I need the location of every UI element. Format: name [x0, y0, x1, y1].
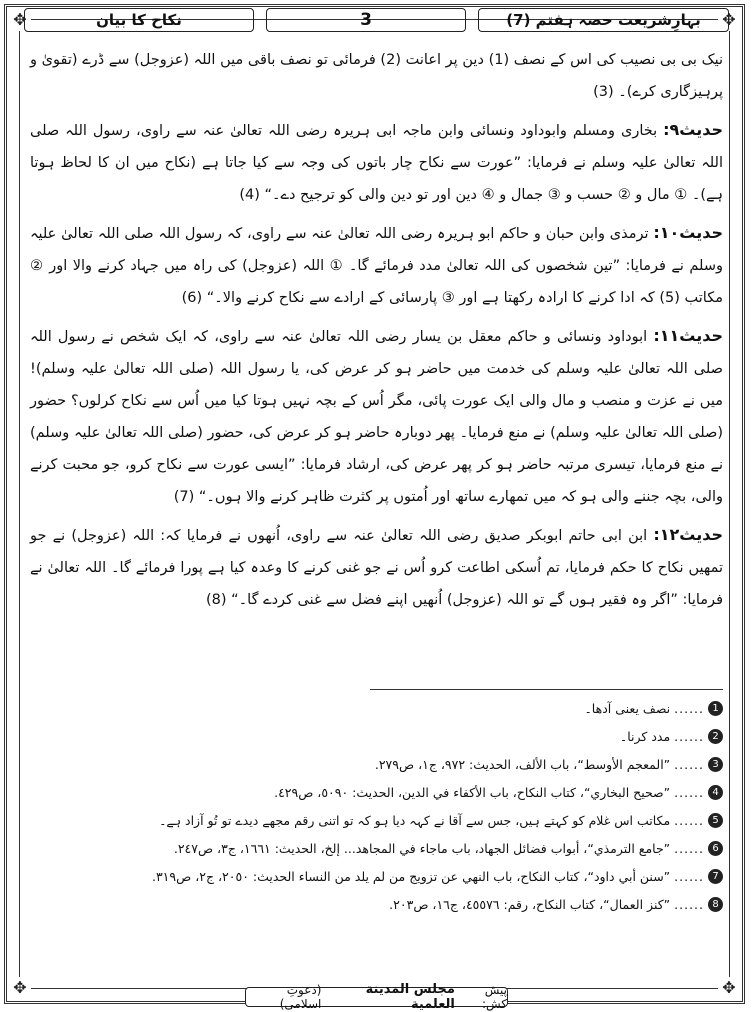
hadith-label: حدیث۱۰: — [653, 223, 724, 242]
footnote-item — [30, 862, 723, 890]
hadith-9 — [30, 114, 723, 211]
footnote-number-badge: 7 — [708, 869, 723, 884]
footnote-number-badge: 6 — [708, 841, 723, 856]
footer-prefix: پیش کش: — [481, 983, 507, 1011]
dot-leader: ...... — [674, 756, 704, 772]
footnote-separator — [370, 689, 723, 690]
hadith-text: ابوداود ونسائی و حاکم معقل بن یسار رضی اللہ تعالیٰ عنہ سے راوی، کہ ایک شخص نے رسول اللہ صلی اللہ تعالیٰ علیہ وسلم کی خدمت میں حاضر ہو کر عرض کی، یا رسول اللہ (صلی اللہ تعالیٰ علیہ وسلم)! میں نے عزت و منصب و مال والی ایک عورت پائی، مگر اُس کے بچہ نہیں ہوتا کیا میں اُس سے نکاح کرلوں؟ حضور (صلی اللہ تعالیٰ علیہ وسلم) نے منع فرمایا۔ پھر دوبارہ حاضر ہو کر عرض کی، حضور (صلی اللہ تعالیٰ علیہ وسلم) نے منع فرمایا، تیسری مرتبہ حاضر ہو کر پھر عرض کی، ارشاد فرمایا: ”ایسی عورت سے نکاح کرو، جو محبت کرنے والی، بچہ جننے والی ہو کہ میں تمھارے ساتھ اور اُمتوں پر کثرت ظاہر کرنے والا ہوں۔“ (7) — [30, 329, 723, 505]
book-title: بہارِشریعت حصہ ہفتم (7) — [478, 8, 729, 32]
footnote-number-badge: 4 — [708, 785, 723, 800]
hadith-text: ترمذی وابن حبان و حاکم ابو ہریرہ رضی اللہ تعالیٰ عنہ سے راوی، کہ رسول اللہ صلی اللہ تعالیٰ علیہ وسلم نے فرمایا: ”تین شخصوں کی اللہ تعالیٰ مدد فرمائے گا۔ ① اللہ (عزوجل) کی راہ میں جہاد کرنے والا اور ② مکاتب (5) کہ ادا کرنے کا ارادہ رکھتا ہے اور ③ پارسائی کے ارادے سے نکاح کرنے والا۔“ (6) — [30, 226, 723, 306]
footnote-text: ”صحيح البخاري“، كتاب النكاح، باب الأكفاء في الدين، الحديث: ٥٠٩٠، ص٤٢٩. — [274, 784, 671, 800]
footnote-number-badge: 3 — [708, 757, 723, 772]
footnote-item — [30, 778, 723, 806]
dot-leader: ...... — [674, 840, 704, 856]
hadith-label: حدیث۹: — [663, 120, 724, 139]
paragraph-intro — [30, 44, 723, 108]
footnote-text: ”سنن أبي داود“، كتاب النكاح، باب النهي عن تزويج من لم يلد من النساء الحديث: ٢٠٥٠، ج٢، ص٣١٩. — [151, 868, 671, 884]
corner-ornament-icon: ✥ — [718, 9, 740, 31]
footnote-number-badge: 1 — [708, 701, 723, 716]
publisher-footer — [245, 982, 508, 1012]
footnote-item — [30, 890, 723, 918]
dot-leader: ...... — [674, 728, 704, 744]
dot-leader: ...... — [674, 896, 704, 912]
main-text — [30, 44, 723, 622]
hadith-10 — [30, 217, 723, 314]
corner-ornament-icon: ✥ — [9, 977, 31, 999]
footnote-text: مدد کرنا۔ — [619, 728, 671, 744]
footnote-number-badge: 2 — [708, 729, 723, 744]
hadith-12 — [30, 519, 723, 616]
dot-leader: ...... — [674, 784, 704, 800]
corner-ornament-icon: ✥ — [718, 977, 740, 999]
publisher-name: مجلس المدينة العلمية — [365, 982, 455, 1012]
footnote-item — [30, 722, 723, 750]
paragraph-text: نیک بی بی نصیب کی اس کے نصف (1) دین پر اعانت (2) فرمائی تو نصف باقی میں اللہ (عزوجل) سے ڈرے (تقویٰ و پرہیزگاری کرے)۔ (3) — [30, 52, 723, 100]
footnote-text: نصف یعنی آدھا۔ — [584, 700, 671, 716]
hadith-text: بخاری ومسلم وابوداود ونسائی وابن ماجہ ابی ہریرہ رضی اللہ تعالیٰ عنہ سے راوی، رسول اللہ صلی اللہ تعالیٰ علیہ وسلم نے فرمایا: ”عورت سے نکاح چار باتوں کی وجہ سے کیا جاتا ہے (نکاح میں ان کا لحاظ ہوتا ہے)۔ ① مال و ② حسب و ③ جمال و ④ دین اور تو دین والی کو ترجیح دے۔“ (4) — [30, 123, 723, 203]
page-header — [24, 8, 729, 34]
dot-leader: ...... — [674, 700, 704, 716]
footer-suffix: (دعوتِ اسلامی) — [279, 983, 322, 1011]
hadith-11 — [30, 320, 723, 513]
footnote-item — [30, 834, 723, 862]
footnote-number-badge: 8 — [708, 897, 723, 912]
footnote-number-badge: 5 — [708, 813, 723, 828]
footnote-item — [30, 750, 723, 778]
footnote-item — [30, 694, 723, 722]
footnote-text: مکاتب اس غلام کو کہتے ہیں، جس سے آقا نے کہہ دیا ہو کہ تو اتنی رقم مجھے دیدے تو تُو آزاد ہے۔ — [159, 812, 671, 828]
footnotes — [30, 694, 723, 918]
corner-ornament-icon: ✥ — [9, 9, 31, 31]
dot-leader: ...... — [674, 868, 704, 884]
footnote-text: ”كنز العمال“، كتاب النكاح، رقم: ٤٥٥٧٦، ج١٦، ص٢٠٣. — [389, 896, 671, 912]
footnote-text: ”جامع الترمذي“، أبواب فضائل الجهاد، باب ماجاء في المجاهد... إلخ، الحديث: ١٦٦١، ج٣، ص٢٤٧. — [173, 840, 671, 856]
hadith-label: حدیث۱۲: — [653, 525, 723, 544]
hadith-text: ابن ابی حاتم ابوبکر صدیق رضی اللہ تعالیٰ عنہ سے راوی، اُنھوں نے فرمایا کہ: اللہ (عزوجل) نے جو تمھیں نکاح کا حکم فرمایا، تم اُسکی اطاعت کرو اُس نے جو غنی کرنے کا وعدہ کیا ہے پورا فرمائے گا۔ اللہ تعالیٰ نے فرمایا: ”اگر وہ فقیر ہوں گے تو اللہ (عزوجل) اُنھیں اپنے فضل سے غنی کردے گا۔“ (8) — [30, 528, 723, 608]
dot-leader: ...... — [674, 812, 704, 828]
page-number: 3 — [266, 8, 466, 32]
footnote-text: ”المعجم الأوسط“، باب الألف، الحديث: ٩٧٢، ج١، ص٢٧٩. — [374, 756, 671, 772]
hadith-label: حدیث۱۱: — [653, 326, 724, 345]
footnote-item — [30, 806, 723, 834]
chapter-title: نکاح کا بیان — [24, 8, 254, 32]
